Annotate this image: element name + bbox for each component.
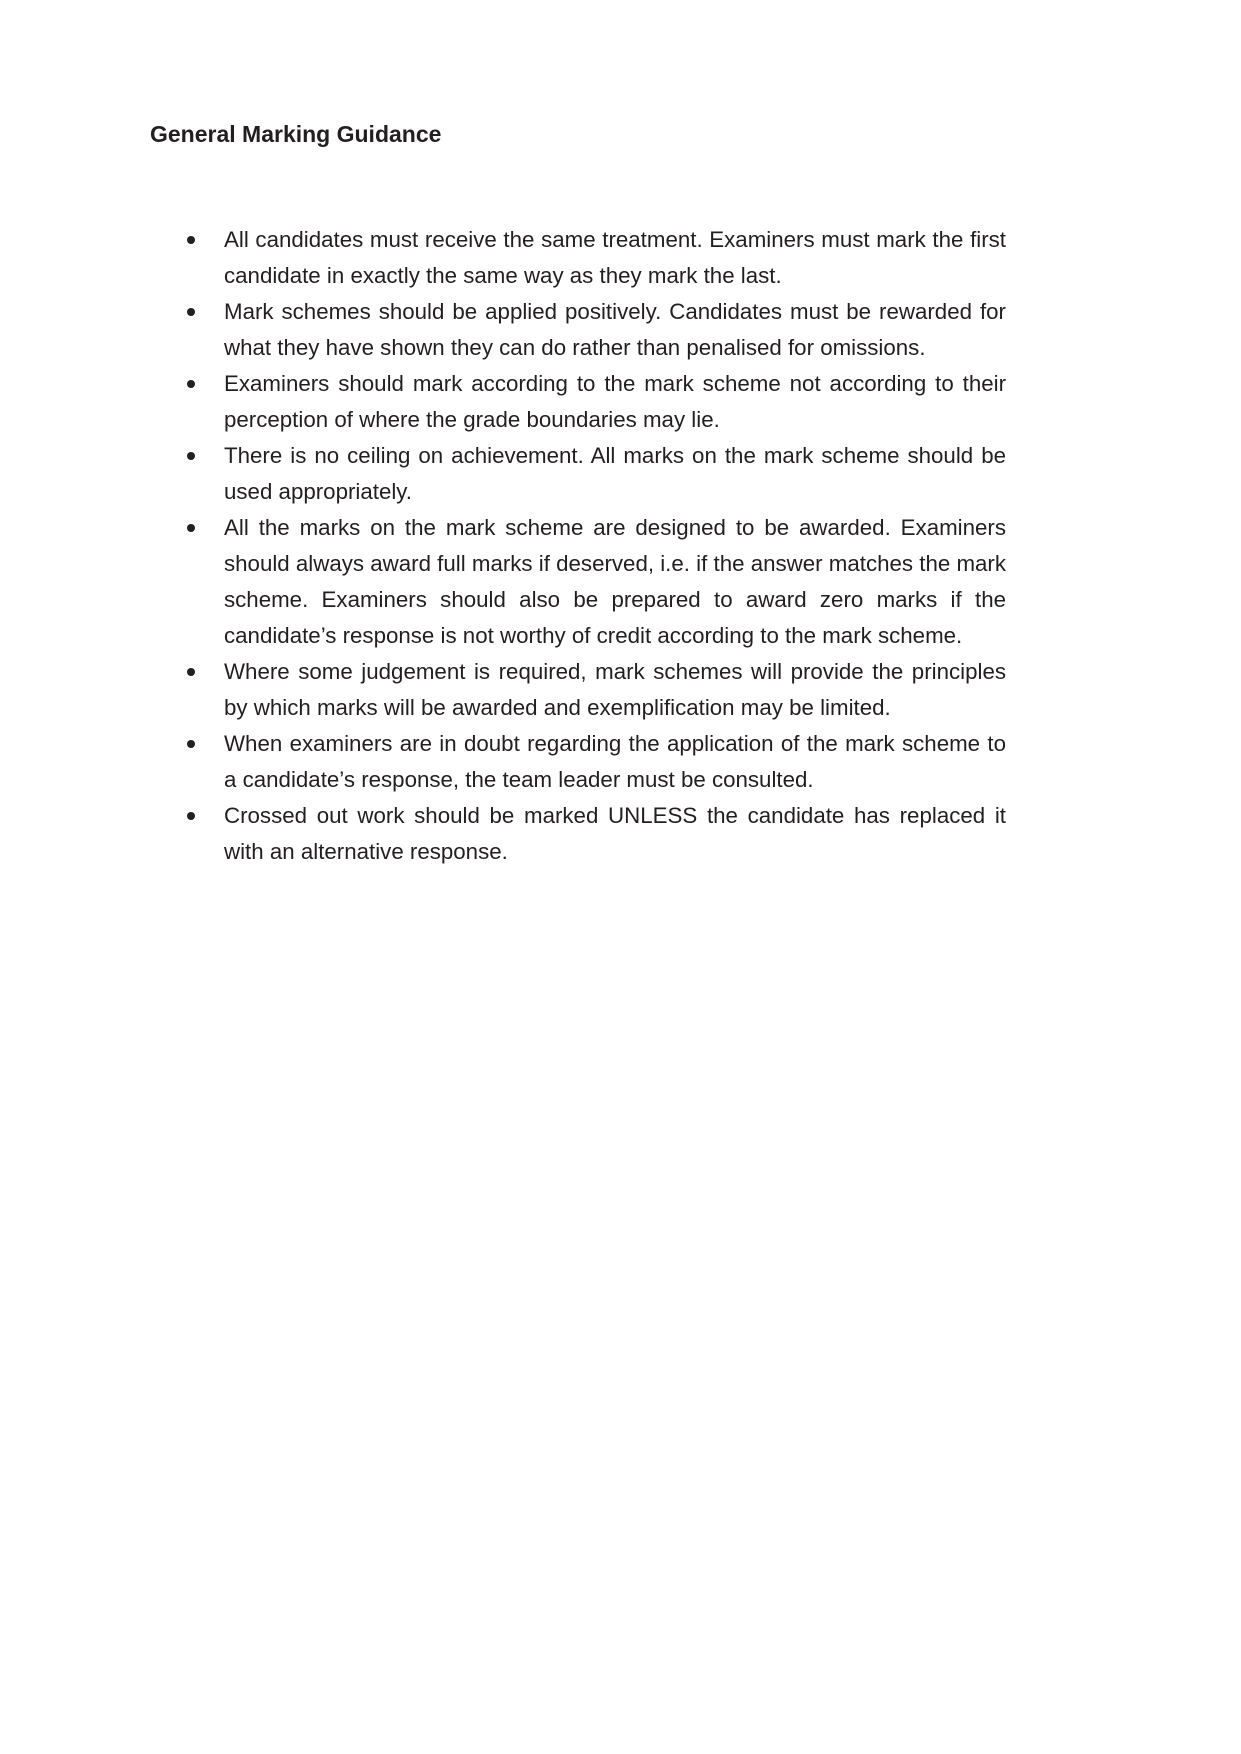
list-item-text: When examiners are in doubt regarding the application of the mark scheme to a candidate’s response, the team leader must be consulted. [224,731,1006,792]
list-item [150,798,1006,870]
guidance-list [150,222,1006,870]
list-item [150,438,1006,510]
list-item-text: There is no ceiling on achievement. All marks on the mark scheme should be used appropriately. [224,443,1006,504]
list-item [150,510,1006,654]
list-item [150,222,1006,294]
bullet-icon [187,452,195,460]
bullet-icon [187,524,195,532]
list-item-text: Examiners should mark according to the mark scheme not according to their perception of where the grade boundaries may lie. [224,371,1006,432]
bullet-icon [187,740,195,748]
bullet-icon [187,308,195,316]
list-item [150,366,1006,438]
list-item [150,726,1006,798]
list-item [150,654,1006,726]
list-item-text: Where some judgement is required, mark schemes will provide the principles by which marks will be awarded and exemplification may be limited. [224,659,1006,720]
list-item-text: All candidates must receive the same treatment. Examiners must mark the first candidate in exactly the same way as they mark the last. [224,227,1006,288]
list-item-text: All the marks on the mark scheme are designed to be awarded. Examiners should always award full marks if deserved, i.e. if the answer matches the mark scheme. Examiners should also be prepared to award zero marks if the candidate’s response is not worthy of credit according to the mark scheme. [224,515,1006,648]
list-item [150,294,1006,366]
bullet-icon [187,812,195,820]
bullet-icon [187,236,195,244]
bullet-icon [187,668,195,676]
bullet-icon [187,380,195,388]
page-title: General Marking Guidance [150,121,442,147]
list-item-text: Mark schemes should be applied positively. Candidates must be rewarded for what they have shown they can do rather than penalised for omissions. [224,299,1006,360]
list-item-text: Crossed out work should be marked UNLESS the candidate has replaced it with an alternative response. [224,803,1006,864]
